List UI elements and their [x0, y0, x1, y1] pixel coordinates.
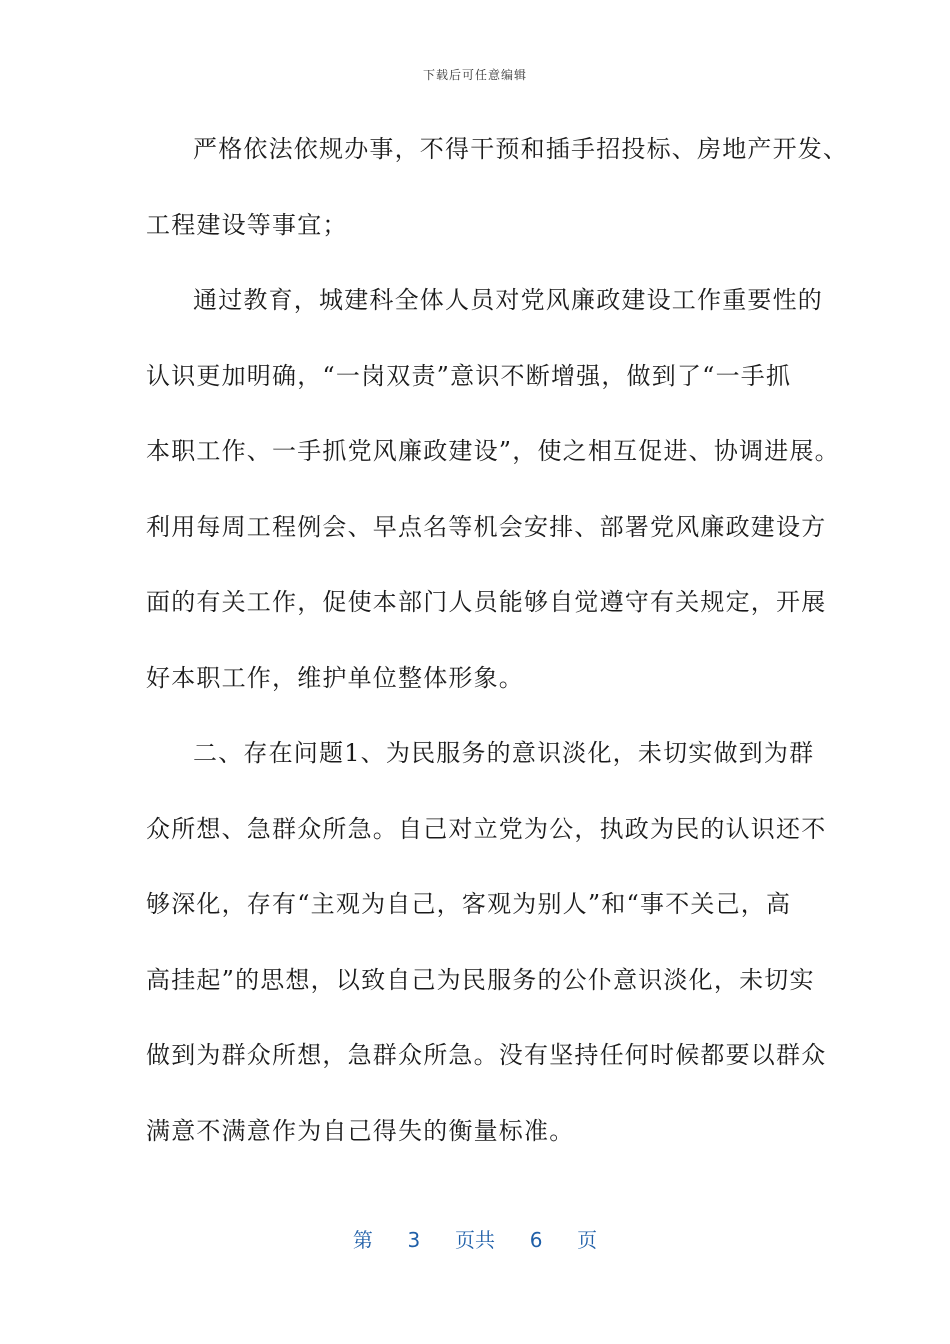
text-line: 通过教育，城建科全体人员对党风廉政建设工作重要性的 [193, 286, 823, 314]
page-middle: 页共 [455, 1228, 495, 1252]
current-page-number: 3 [407, 1228, 421, 1252]
page-header-note: 下载后可任意编辑 [422, 68, 527, 82]
page-number-footer [0, 1224, 950, 1253]
page-suffix: 页 [577, 1228, 598, 1252]
page-prefix: 第 [352, 1228, 373, 1252]
text-line: 众所想、急群众所急。自己对立党为公，执政为民的认识还不 [146, 814, 827, 843]
text-line: 二、存在问题1、为民服务的意识淡化，未切实做到为群 [193, 739, 815, 767]
text-line: 本职工作、一手抓党风廉政建设”，使之相互促进、协调进展。 [146, 437, 840, 465]
text-line: 满意不满意作为自己得失的衡量标准。 [146, 1116, 575, 1145]
text-line: 工程建设等事宜； [146, 210, 348, 239]
text-line: 认识更加明确，“一岗双责”意识不断增强，做到了“一手抓 [146, 361, 792, 390]
text-line: 利用每周工程例会、早点名等机会安排、部署党风廉政建设方 [146, 512, 827, 541]
document-body [146, 112, 849, 1169]
paragraph [146, 263, 840, 716]
paragraph [146, 112, 849, 263]
text-line: 高挂起”的思想，以致自己为民服务的公仆意识淡化，未切实 [146, 965, 815, 994]
text-line: 好本职工作，维护单位整体形象。 [146, 663, 524, 692]
text-line: 严格依法依规办事，不得干预和插手招投标、房地产开发、 [193, 135, 849, 163]
text-line: 做到为群众所想，急群众所急。没有坚持任何时候都要以群众 [146, 1041, 827, 1069]
paragraph [146, 716, 827, 1169]
text-line: 够深化，存有“主观为自己，客观为别人”和“事不关己，高 [146, 890, 792, 918]
total-page-number: 6 [529, 1228, 543, 1252]
text-line: 面的有关工作，促使本部门人员能够自觉遵守有关规定，开展 [146, 588, 827, 616]
